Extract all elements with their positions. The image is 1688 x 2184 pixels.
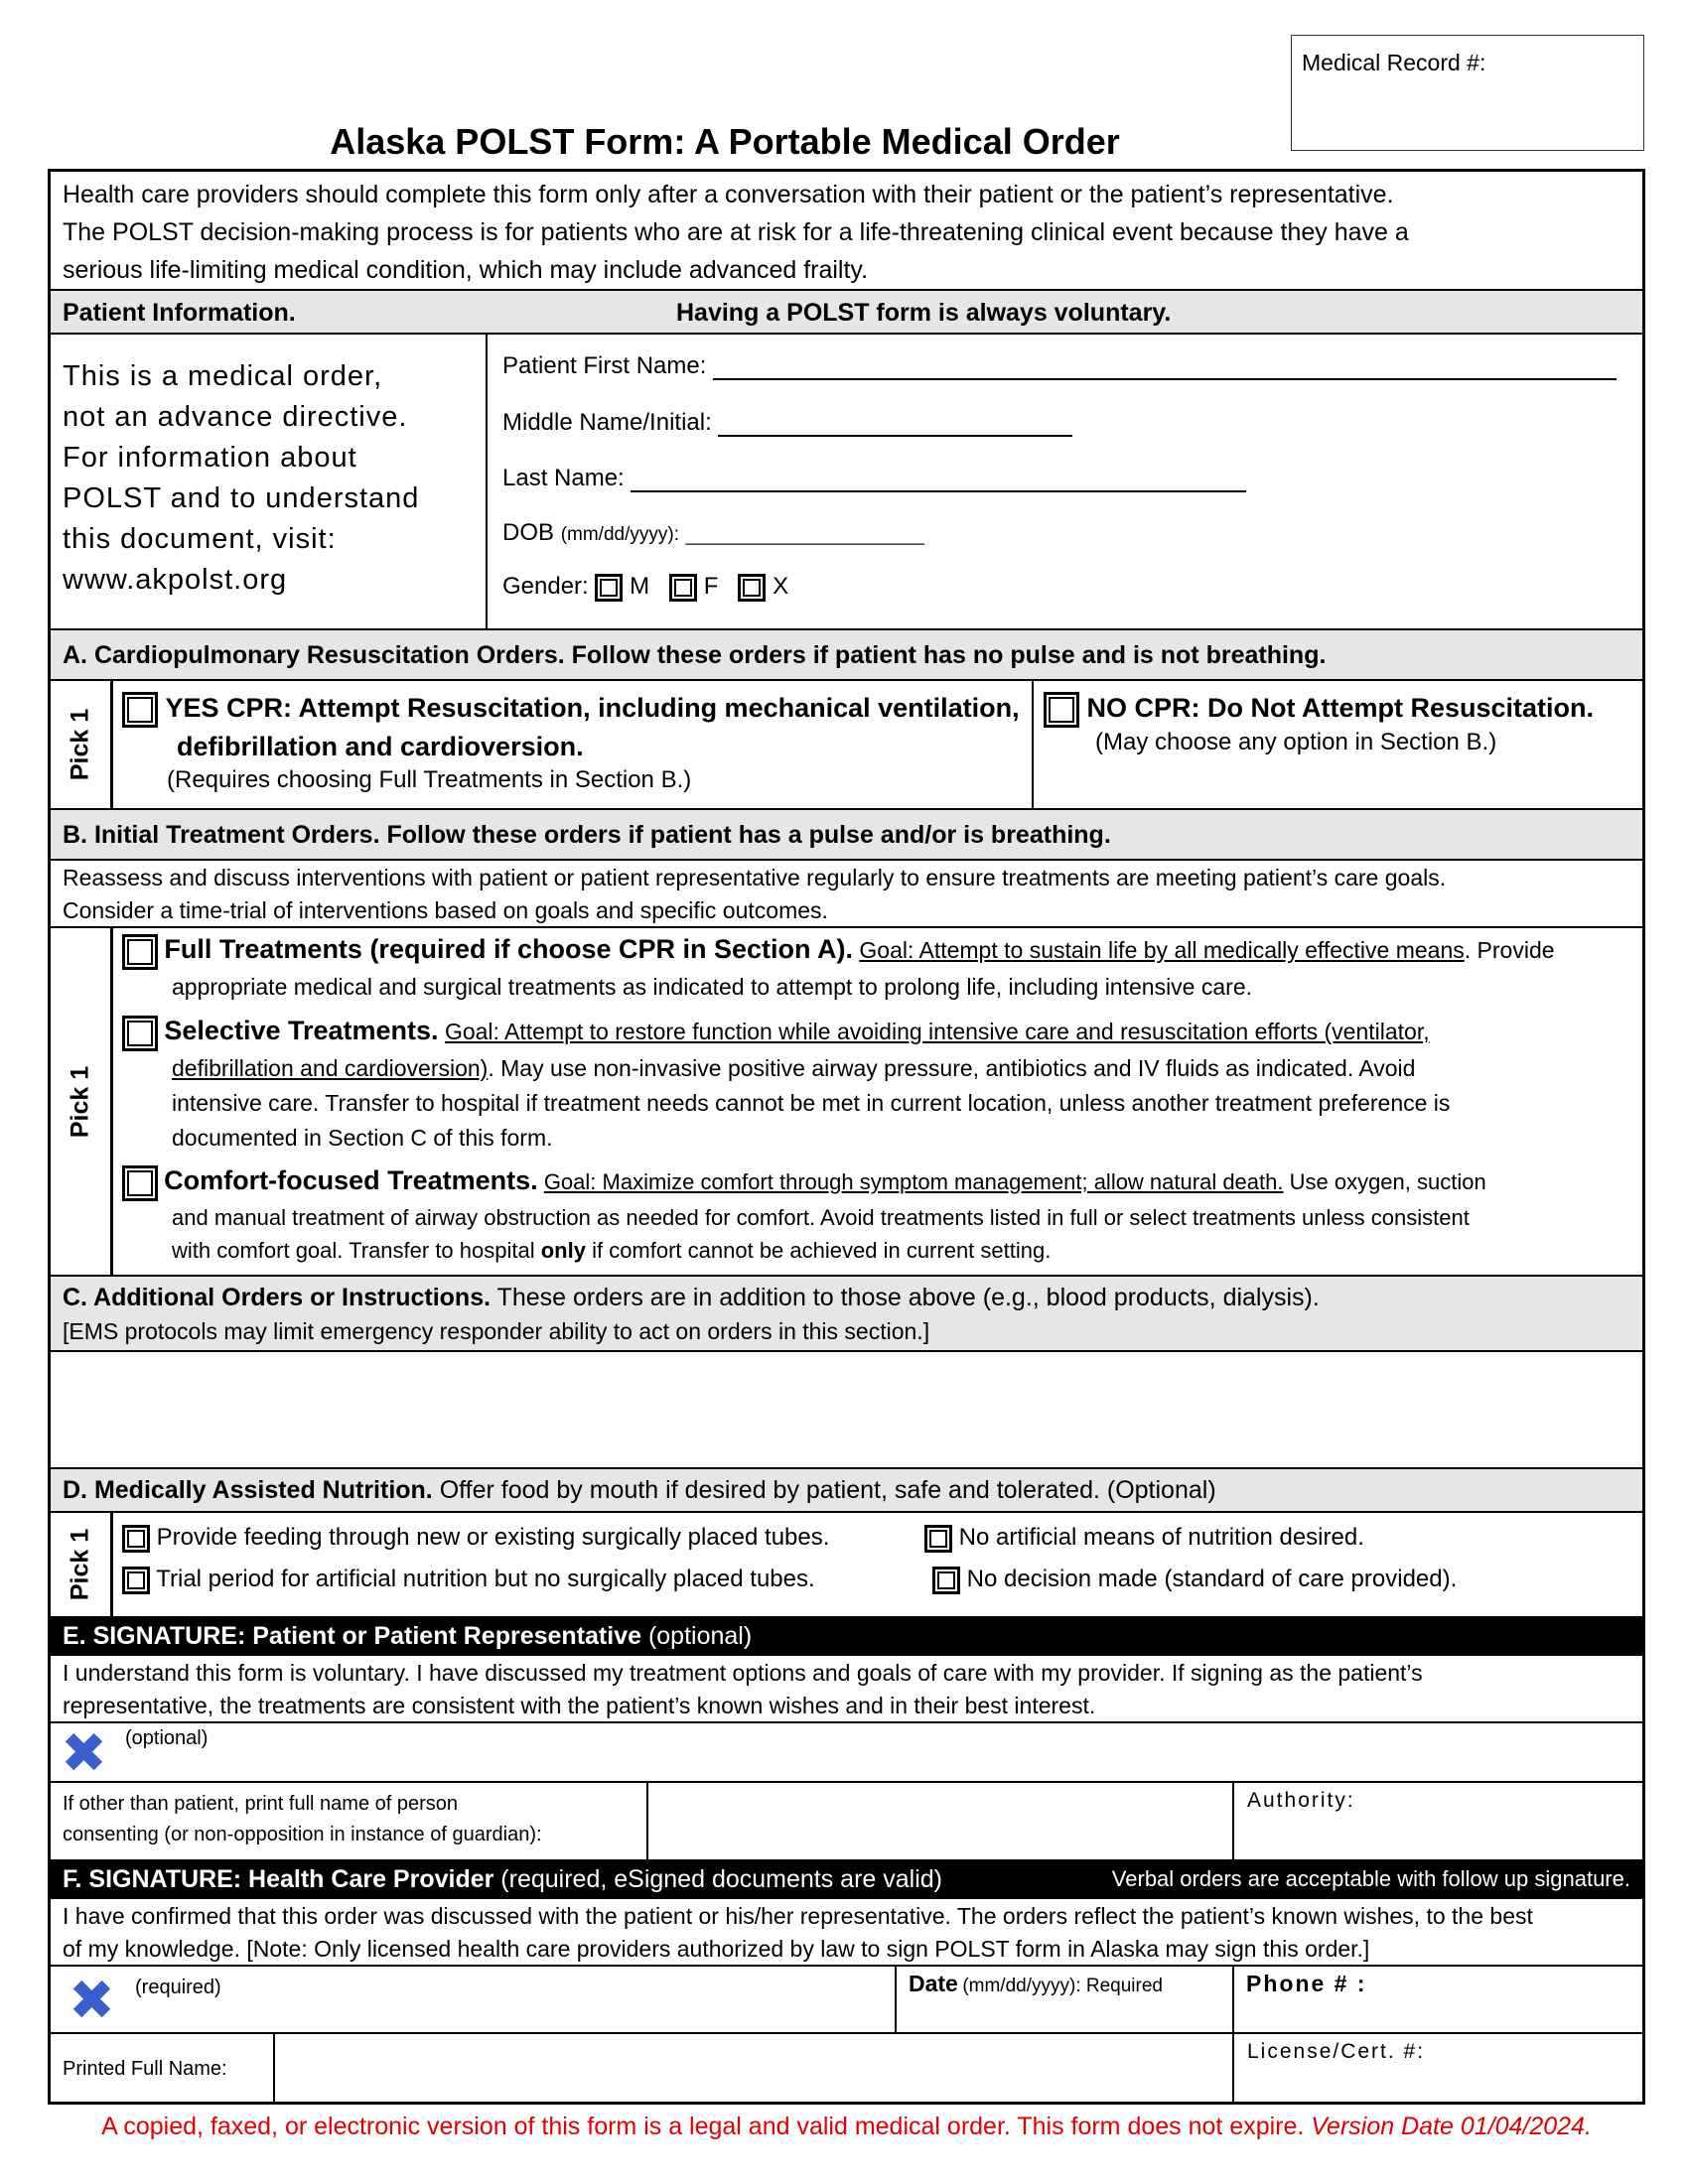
reassess-line: Reassess and discuss interventions with patient or patient representative regularly to ensure treatments are meeting patient’s care goals.: [63, 865, 1447, 890]
provider-signature-note: (required): [135, 1977, 221, 1998]
notice-line: not an advance directive.: [63, 401, 408, 433]
section-f-line: I have confirmed that this order was discussed with the patient or his/her representative. The orders reflect the patient’s known wishes, to the best: [63, 1903, 1533, 1929]
feeding-tubes-label: Provide feeding through new or existing surgically placed tubes.: [156, 1524, 830, 1551]
gender-x-checkbox[interactable]: [738, 574, 766, 602]
website-link[interactable]: www.akpolst.org: [63, 564, 288, 596]
version-date: Version Date 01/04/2024.: [1311, 2113, 1592, 2140]
representative-label-line: consenting (or non-opposition in instance of guardian):: [63, 1824, 542, 1845]
trial-period-checkbox[interactable]: [122, 1567, 150, 1594]
section-c-title: C. Additional Orders or Instructions.: [63, 1284, 492, 1311]
last-name-label: Last Name:: [502, 465, 625, 491]
notice-line: this document, visit:: [63, 523, 337, 555]
date-note: (mm/dd/yyyy): Required: [962, 1976, 1163, 1996]
section-d-description: Offer food by mouth if desired by patient, safe and tolerated. (Optional): [432, 1476, 1216, 1504]
no-cpr-label: NO CPR: Do Not Attempt Resuscitation.: [1086, 693, 1595, 723]
intro-line: serious life-limiting medical condition, which may include advanced frailty.: [63, 256, 869, 284]
form-title: Alaska POLST Form: A Portable Medical Order: [330, 121, 1120, 162]
section-b-title: B. Initial Treatment Orders. Follow these orders if patient has a pulse and/or is breathing.: [63, 821, 1111, 849]
section-f-text: [51, 1899, 1642, 1967]
first-name-row: [502, 352, 1617, 380]
comfort-treatments-only: only: [540, 1238, 586, 1264]
selective-treatments-title: Selective Treatments.: [164, 1016, 439, 1045]
no-decision-checkbox[interactable]: [932, 1567, 960, 1594]
comfort-treatments-goal: Goal: Maximize comfort through symptom management; allow natural death.: [543, 1169, 1284, 1194]
gender-m-checkbox[interactable]: [595, 574, 623, 602]
section-c-note: [EMS protocols may limit emergency responder ability to act on orders in this section.]: [63, 1318, 930, 1344]
middle-name-field[interactable]: [718, 409, 1072, 437]
intro-line: The POLST decision-making process is for patients who are at risk for a life-threatening clinical event because they have a: [63, 218, 1409, 246]
no-decision-label: No decision made (standard of care provided).: [966, 1566, 1458, 1592]
patient-signature-note: (optional): [125, 1727, 209, 1749]
selective-treatments-text-4: documented in Section C of this form.: [172, 1124, 553, 1151]
section-d-title: D. Medically Assisted Nutrition.: [63, 1476, 433, 1504]
pick-one-label: Pick 1: [51, 928, 113, 1275]
notice-line: POLST and to understand: [63, 482, 420, 514]
voluntary-note: Having a POLST form is always voluntary.: [676, 299, 1172, 327]
section-b-header: [51, 810, 1642, 861]
dob-row: [502, 519, 924, 547]
yes-cpr-note: (Requires choosing Full Treatments in Section B.): [167, 765, 692, 793]
first-name-label: Patient First Name:: [502, 352, 707, 379]
pick-one-label: Pick 1: [51, 681, 113, 808]
comfort-treatments-text-3b: if comfort cannot be achieved in current setting.: [585, 1238, 1052, 1264]
provider-phone-field[interactable]: [1234, 1967, 1642, 2032]
selective-treatments-goal: Goal: Attempt to restore function while avoiding intensive care and resuscitation efforts (ventilator,: [444, 1019, 1430, 1044]
section-f-line: of my knowledge. [Note: Only licensed health care providers authorized by law to sign POLST form in Alaska may sign this order.]: [63, 1936, 1370, 1962]
section-a-title: A. Cardiopulmonary Resuscitation Orders. Follow these orders if patient has no pulse and is not breathing.: [63, 641, 1327, 669]
provider-signature-row: [51, 1967, 1642, 2034]
middle-name-label: Middle Name/Initial:: [502, 409, 712, 436]
authority-label: Authority:: [1247, 1789, 1355, 1812]
section-e-title: E. SIGNATURE: Patient or Patient Representative: [63, 1622, 641, 1650]
middle-name-row: [502, 409, 1072, 437]
full-treatments-option: [122, 932, 1632, 1005]
representative-label: [63, 1789, 542, 1850]
verbal-orders-note: Verbal orders are acceptable with follow up signature.: [1111, 1866, 1630, 1891]
footer-note: [48, 2113, 1645, 2141]
section-f-title: F. SIGNATURE: Health Care Provider: [63, 1865, 494, 1893]
no-artificial-nutrition-checkbox[interactable]: [924, 1525, 952, 1553]
yes-cpr-label: YES CPR: Attempt Resuscitation, including mechanical ventilation,: [165, 693, 1020, 723]
medical-record-label: Medical Record #:: [1302, 50, 1486, 75]
printed-name-label: Printed Full Name:: [63, 2058, 227, 2080]
section-b-reassess: [51, 861, 1642, 928]
full-treatments-goal: Goal: Attempt to sustain life by all medically effective means: [859, 937, 1465, 963]
dob-format: (mm/dd/yyyy):: [560, 524, 679, 545]
no-cpr-note: (May choose any option in Section B.): [1095, 728, 1497, 755]
date-label: Date: [909, 1971, 958, 1996]
signature-x-icon: ✖: [61, 1721, 107, 1784]
section-e-header: [51, 1618, 1642, 1656]
patient-info-title: Patient Information.: [63, 299, 296, 327]
patient-signature-field[interactable]: [51, 1723, 1642, 1783]
last-name-field[interactable]: [631, 465, 1246, 492]
gender-row: [502, 573, 788, 602]
full-treatments-checkbox[interactable]: [122, 934, 158, 970]
comfort-treatments-title: Comfort-focused Treatments.: [164, 1165, 538, 1195]
dob-field[interactable]: __________________: [685, 519, 924, 546]
advance-directive-notice: [63, 356, 419, 601]
no-cpr-checkbox[interactable]: [1044, 692, 1079, 728]
notice-line: This is a medical order,: [63, 360, 383, 392]
comfort-treatments-text: Use oxygen, suction: [1283, 1169, 1486, 1194]
first-name-field[interactable]: [713, 352, 1617, 380]
gender-label: Gender:: [502, 573, 589, 600]
selective-treatments-checkbox[interactable]: [122, 1016, 158, 1051]
nutrition-options-right: [924, 1517, 1457, 1600]
section-e-line: representative, the treatments are consistent with the patient’s known wishes and in their best interest.: [63, 1693, 1096, 1718]
comfort-treatments-option: [122, 1164, 1632, 1267]
feeding-tubes-checkbox[interactable]: [122, 1525, 150, 1553]
reassess-line: Consider a time-trial of interventions based on goals and specific outcomes.: [63, 897, 828, 923]
representative-name-field[interactable]: [648, 1783, 1230, 1859]
representative-label-line: If other than patient, print full name of person: [63, 1793, 459, 1815]
section-c-header: [51, 1277, 1642, 1352]
selective-treatments-text-3: intensive care. Transfer to hospital if treatment needs cannot be met in current location, unless another treatment preference is: [172, 1089, 1451, 1116]
section-d-options: [51, 1513, 1642, 1618]
section-f-required: (required, eSigned documents are valid): [493, 1865, 942, 1893]
footer-validity: A copied, faxed, or electronic version of this form is a legal and valid medical order. This form does not expire.: [101, 2113, 1312, 2140]
section-c-description: These orders are in addition to those above (e.g., blood products, dialysis).: [491, 1284, 1320, 1311]
polst-form: [48, 169, 1645, 2105]
full-treatments-text: . Provide: [1464, 937, 1555, 963]
no-cpr-option: [1044, 689, 1594, 757]
gender-x-label: X: [773, 573, 789, 600]
intro-line: Health care providers should complete this form only after a conversation with their patient or the patient’s representative.: [63, 181, 1394, 208]
section-a-body: [51, 681, 1642, 810]
gender-f-checkbox[interactable]: [669, 574, 697, 602]
patient-info-body: [51, 335, 1642, 630]
intro-text: [51, 172, 1642, 291]
section-e-line: I understand this form is voluntary. I have discussed my treatment options and goals of care with my provider. If signing as the patient’s: [63, 1660, 1423, 1686]
dob-label: DOB: [502, 519, 555, 546]
section-e-text: [51, 1656, 1642, 1723]
provider-signature-field[interactable]: [51, 1967, 893, 2032]
full-treatments-text-2: appropriate medical and surgical treatments as indicated to attempt to prolong life, including intensive care.: [172, 973, 1252, 1000]
signature-x-icon: ✖: [69, 1969, 115, 2031]
selective-treatments-goal-2: defibrillation and cardioversion): [172, 1054, 489, 1081]
representative-row: [51, 1783, 1642, 1861]
additional-orders-field[interactable]: [51, 1352, 1642, 1469]
last-name-row: [502, 465, 1246, 492]
yes-cpr-checkbox[interactable]: [122, 692, 158, 728]
selective-treatments-option: [122, 1014, 1632, 1156]
comfort-treatments-checkbox[interactable]: [122, 1165, 158, 1201]
phone-label: Phone # :: [1246, 1971, 1367, 1996]
no-artificial-nutrition-label: No artificial means of nutrition desired.: [958, 1524, 1364, 1551]
patient-info-header: [51, 291, 1642, 335]
section-b-options: [51, 928, 1642, 1277]
full-treatments-title: Full Treatments (required if choose CPR in Section A).: [164, 934, 853, 964]
provider-name-row: [51, 2034, 1642, 2102]
gender-m-label: M: [630, 573, 650, 600]
section-a-header: [51, 630, 1642, 681]
provider-date-field[interactable]: [897, 1967, 1230, 2032]
notice-line: For information about: [63, 442, 357, 474]
yes-cpr-option: [122, 689, 1020, 795]
yes-cpr-label-2: defibrillation and cardioversion.: [177, 731, 584, 761]
section-e-optional: (optional): [641, 1622, 753, 1650]
pick-one-label: Pick 1: [51, 1513, 113, 1616]
nutrition-options-left: [122, 1517, 829, 1600]
section-d-header: [51, 1469, 1642, 1513]
gender-f-label: F: [703, 573, 719, 600]
comfort-treatments-text-2: and manual treatment of airway obstruction as needed for comfort. Avoid treatments listed in full or select treatments unless consistent: [172, 1205, 1470, 1231]
selective-treatments-text: . May use non-invasive positive airway pressure, antibiotics and IV fluids as indicated. Avoid: [488, 1054, 1416, 1081]
printed-name-field[interactable]: [275, 2034, 1230, 2102]
section-f-header: [51, 1861, 1642, 1899]
trial-period-label: Trial period for artificial nutrition but no surgically placed tubes.: [156, 1566, 815, 1592]
comfort-treatments-text-3: with comfort goal. Transfer to hospital: [172, 1238, 541, 1264]
license-label[interactable]: License/Cert. #:: [1247, 2040, 1426, 2063]
